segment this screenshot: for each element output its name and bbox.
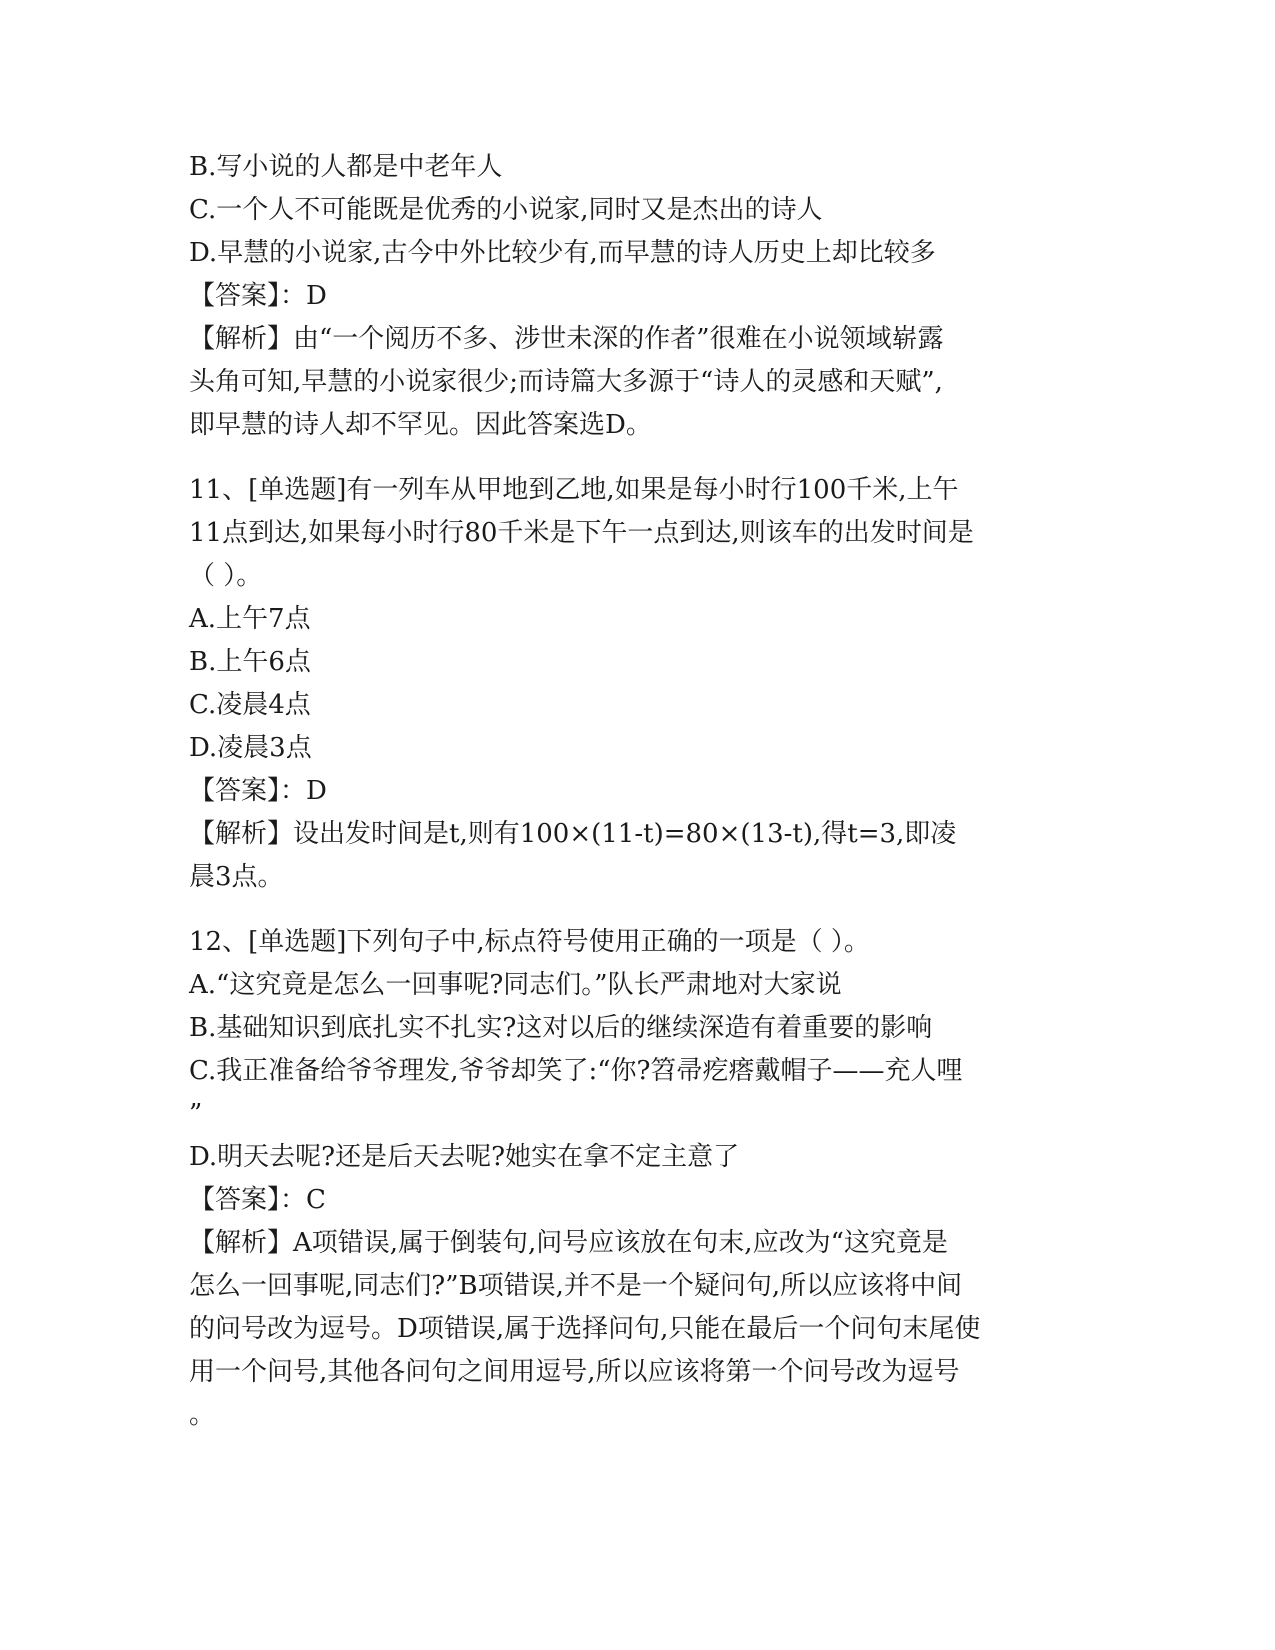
option-c: C.一个人不可能既是优秀的小说家,同时又是杰出的诗人 bbox=[189, 195, 823, 225]
analysis-line: 【解析】设出发时间是t,则有100×(11-t)=80×(13-t),得t=3,即凌 bbox=[189, 819, 957, 849]
option-d: D.明天去呢?还是后天去呢?她实在拿不定主意了 bbox=[189, 1142, 740, 1172]
question-12 bbox=[189, 921, 1089, 1437]
option-c: C.我正准备给爷爷理发,爷爷却笑了:“你?笤帚疙瘩戴帽子——充人哩 bbox=[189, 1056, 963, 1086]
question-line: 11点到达,如果每小时行80千米是下午一点到达,则该车的出发时间是 bbox=[189, 518, 974, 548]
option-c-continuation: ” bbox=[189, 1099, 203, 1129]
answer: 【答案】：D bbox=[189, 776, 327, 806]
analysis-line: 用一个问号,其他各问句之间用逗号,所以应该将第一个问号改为逗号 bbox=[189, 1357, 960, 1387]
analysis-line: 怎么一回事呢,同志们?”B项错误,并不是一个疑问句,所以应该将中间 bbox=[189, 1271, 963, 1301]
option-c: C.凌晨4点 bbox=[189, 690, 311, 720]
question-line: 12、[单选题]下列句子中,标点符号使用正确的一项是（ ）。 bbox=[189, 927, 870, 957]
option-b: B.写小说的人都是中老年人 bbox=[189, 152, 503, 182]
option-b: B.上午6点 bbox=[189, 647, 311, 677]
analysis-line: 【解析】A项错误,属于倒装句,问号应该放在句末,应改为“这究竟是 bbox=[189, 1228, 948, 1258]
option-b: B.基础知识到底扎实不扎实?这对以后的继续深造有着重要的影响 bbox=[189, 1013, 933, 1043]
analysis-line: 头角可知,早慧的小说家很少;而诗篇大多源于“诗人的灵感和天赋”, bbox=[189, 367, 943, 397]
question-line: （ ）。 bbox=[189, 561, 263, 591]
analysis-line: 晨3点。 bbox=[189, 862, 284, 892]
option-d: D.早慧的小说家,古今中外比较少有,而早慧的诗人历史上却比较多 bbox=[189, 238, 936, 268]
question-10-tail bbox=[189, 146, 1089, 447]
analysis-line: 即早慧的诗人却不罕见。因此答案选D。 bbox=[189, 410, 652, 440]
analysis-line: 【解析】由“一个阅历不多、涉世未深的作者”很难在小说领域崭露 bbox=[189, 324, 944, 354]
document-page bbox=[189, 146, 1089, 1437]
option-d: D.凌晨3点 bbox=[189, 733, 312, 763]
answer: 【答案】：D bbox=[189, 281, 327, 311]
question-line: 11、[单选题]有一列车从甲地到乙地,如果是每小时行100千米,上午 bbox=[189, 475, 959, 505]
answer: 【答案】：C bbox=[189, 1185, 326, 1215]
option-a: A.上午7点 bbox=[189, 604, 311, 634]
analysis-line: 。 bbox=[189, 1400, 216, 1430]
option-a: A.“这究竟是怎么一回事呢?同志们。”队长严肃地对大家说 bbox=[189, 970, 842, 1000]
analysis-line: 的问号改为逗号。D项错误,属于选择问句,只能在最后一个问句末尾使 bbox=[189, 1314, 981, 1344]
question-11 bbox=[189, 469, 1089, 899]
